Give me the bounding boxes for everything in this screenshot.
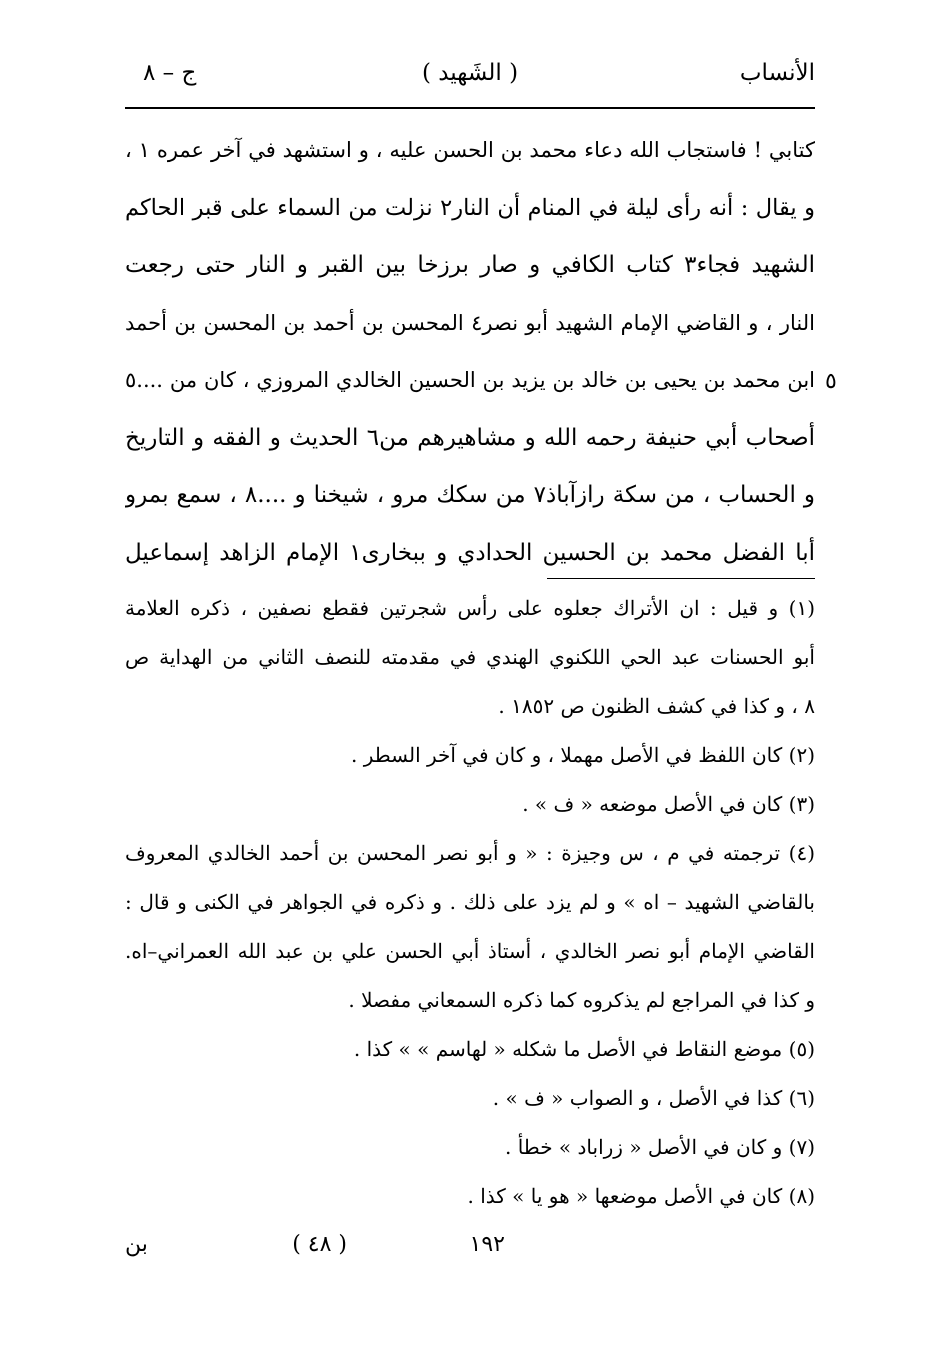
text-line: ابن محمد بن يحيى بن خالد بن يزيد بن الحسين الخالدي المروزي ، كان من ....٥ [125, 368, 815, 392]
header-volume: ج – ٨ [143, 60, 197, 86]
header-rule [125, 107, 815, 109]
header-section-title: ( الشَهيد ) [421, 60, 519, 86]
footnote-line: (٧) و كان في الأصل « زراباد » خطأ . [505, 1135, 815, 1159]
text-line: و يقال : أنه رأى ليلة في المنام أن النار٢ نزلت من السماء على قبر الحاكم [125, 194, 815, 221]
footnote-line: (٥) موضع النقاط في الأصل ما شكله « لهاسم » » كذا . [353, 1037, 815, 1061]
footnote-line: و كذا في المراجع لم يذكروه كما ذكره السمعاني مفصلا . [348, 988, 815, 1012]
text-line: و الحساب ، من سكة رازآباذ٧ من سكك مرو ، شيخنا و ....٨ ، سمع بمرو [125, 482, 815, 508]
main-text [125, 122, 815, 582]
footnotes [125, 584, 815, 1221]
footnote-line: بالقاضي الشهيد – اه » و لم يزد على ذلك . و ذكره في الجواهر في الكنى و قال : [125, 890, 815, 914]
page-number: ١٩٢ [469, 1232, 505, 1257]
footnote-line: ٨ ، و كذا في كشف الظنون ص ١٨٥٢ . [498, 694, 815, 718]
catchword: بن [125, 1232, 148, 1257]
footnote-line: (٢) كان اللفظ في الأصل مهملا ، و كان في آخر السطر . [351, 743, 815, 767]
text-line: كتابي ! فاستجاب الله دعاء محمد بن الحسن عليه ، و استشهد في آخر عمره ١ ، [125, 138, 815, 162]
footnote-line: (٤) ترجمته في م ، س وجيزة : « و أبو نصر المحسن بن أحمد الخالدي المعروف [125, 841, 815, 865]
margin-line-number: ٥ [825, 369, 837, 394]
footnote-line: (١) و قيل : ان الأتراك جعلوه على رأس شجرتين فقطع نصفين ، ذكره العلامة [125, 596, 815, 620]
signature-number: ( ٤٨ ) [292, 1232, 347, 1257]
footnote-line: (٣) كان في الأصل موضعه « ف » . [522, 792, 815, 816]
text-line: أصحاب أبي حنيفة رحمه الله و مشاهيرهم من٦ الحديث و الفقه و التاريخ [125, 424, 815, 451]
text-line: الشهيد فجاء٣ كتاب الكافي و صار برزخا بين القبر و النار حتى رجعت [125, 252, 815, 278]
footnote-rule [547, 578, 815, 579]
footnote-line: القاضي الإمام أبو نصر الخالدي ، أستاذ أبي الحسن علي بن عبد الله العمراني–اه. [125, 939, 815, 963]
running-header [125, 60, 815, 100]
footnote-line: أبو الحسنات عبد الحي اللكنوي الهندي في مقدمته للنصف الثاني من الهداية ص [125, 645, 815, 669]
text-line: النار ، و القاضي الإمام الشهيد أبو نصر٤ المحسن بن أحمد بن المحسن بن أحمد [125, 310, 815, 335]
text-line: أبا الفضل محمد بن الحسين الحدادي و ببخارى١ الإمام الزاهد إسماعيل [125, 539, 815, 566]
footnote-line: (٦) كذا في الأصل ، و الصواب « ف » . [492, 1086, 815, 1110]
footnote-line: (٨) كان في الأصل موضعها « هو يا » كذا . [467, 1184, 815, 1208]
page-footer [125, 1232, 505, 1266]
header-book-title: الأنساب [739, 60, 815, 86]
